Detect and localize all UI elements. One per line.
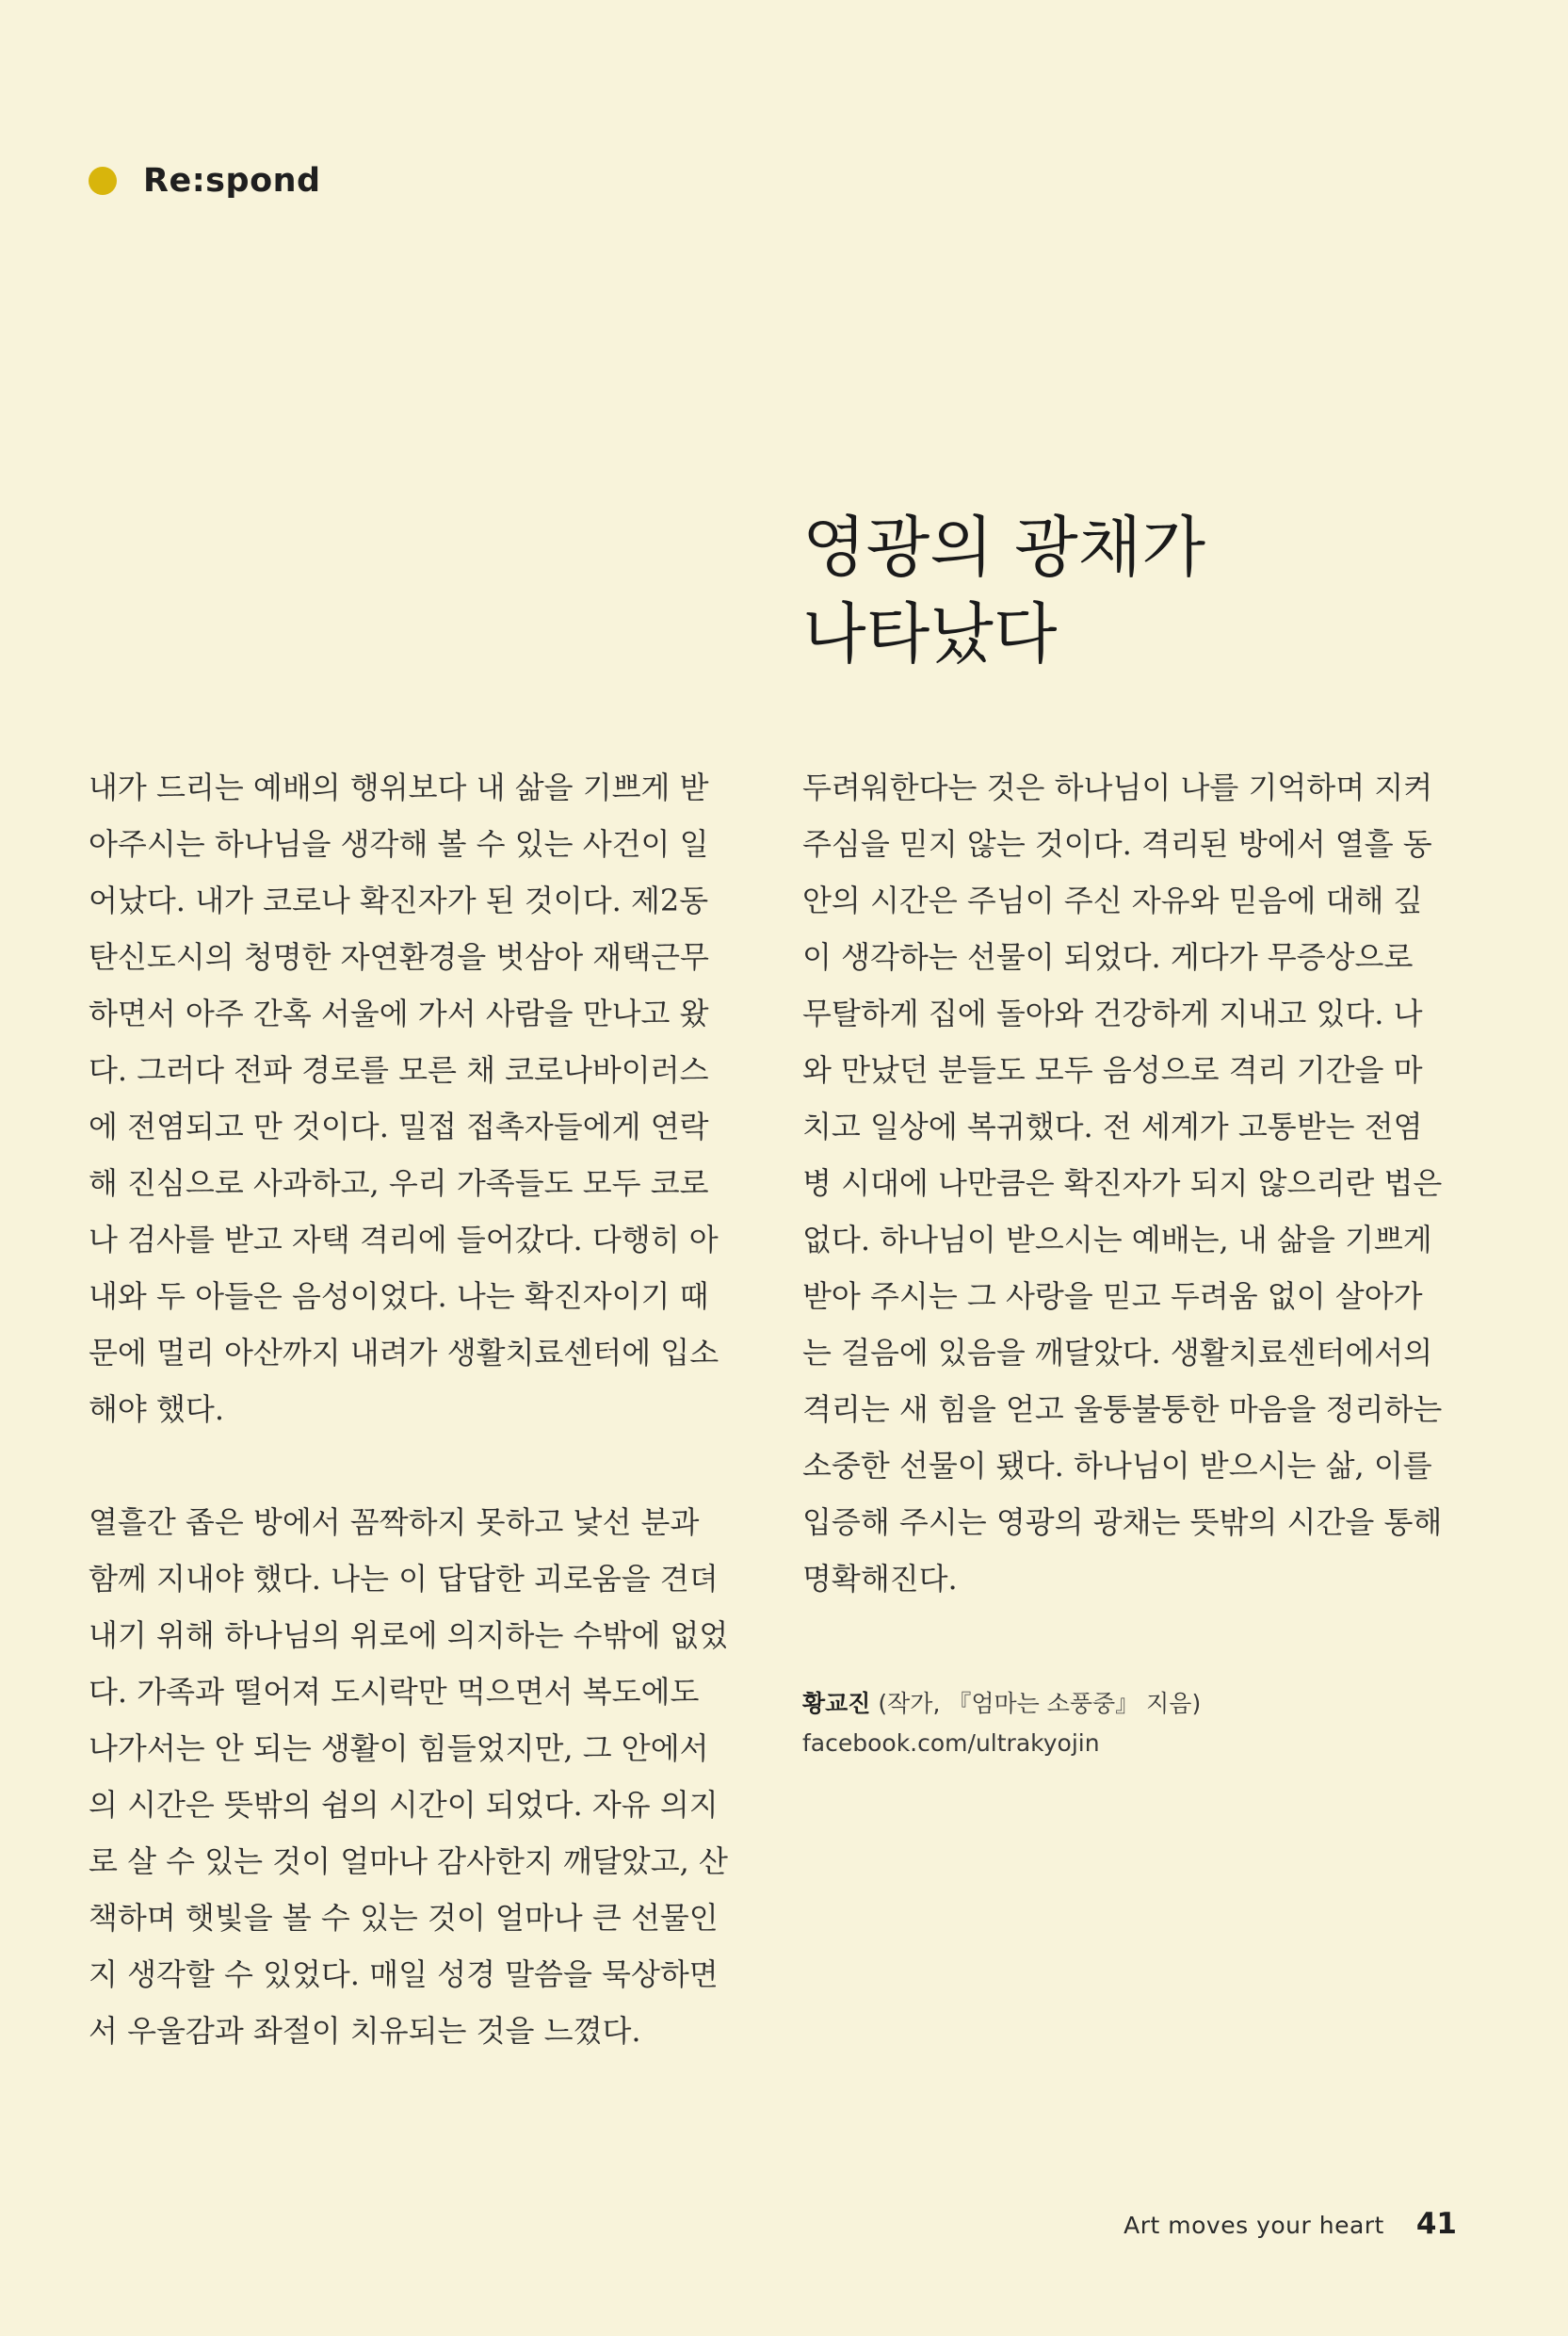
section-label: Re:spond	[143, 162, 321, 200]
page-footer	[1123, 2207, 1457, 2241]
body-line: 격리는 새 힘을 얻고 울퉁불퉁한 마음을 정리하는	[802, 1391, 1443, 1427]
body-line: 내기 위해 하나님의 위로에 의지하는 수밖에 없었	[89, 1617, 729, 1653]
body-line: 소중한 선물이 됐다. 하나님이 받으시는 삶, 이를	[802, 1448, 1432, 1484]
article-title	[802, 504, 1462, 677]
author-link[interactable]: facebook.com/ultrakyojin	[802, 1729, 1100, 1757]
body-paragraph	[89, 759, 752, 1437]
body-line: 무탈하게 집에 돌아와 건강하게 지내고 있다. 나	[802, 996, 1423, 1031]
body-column-right	[802, 759, 1465, 1607]
body-paragraph	[89, 1494, 752, 2059]
body-line: 없다. 하나님이 받으시는 예배는, 내 삶을 기쁘게	[802, 1222, 1432, 1257]
body-line: 와 만났던 분들도 모두 음성으로 격리 기간을 마	[802, 1052, 1423, 1088]
title-line: 영광의 광채가	[802, 509, 1205, 586]
body-line: 열흘간 좁은 방에서 꼼짝하지 못하고 낯선 분과	[89, 1504, 700, 1540]
body-line: 에 전염되고 만 것이다. 밀접 접촉자들에게 연락	[89, 1109, 709, 1144]
body-line: 나 검사를 받고 자택 격리에 들어갔다. 다행히 아	[89, 1222, 719, 1257]
body-line: 치고 일상에 복귀했다. 전 세계가 고통받는 전염	[802, 1109, 1423, 1144]
body-line: 병 시대에 나만큼은 확진자가 되지 않으리란 법은	[802, 1165, 1443, 1201]
body-line: 다. 그러다 전파 경로를 모른 채 코로나바이러스	[89, 1052, 709, 1088]
body-line: 는 걸음에 있음을 깨달았다. 생활치료센터에서의	[802, 1335, 1433, 1371]
body-line: 해 진심으로 사과하고, 우리 가족들도 모두 코로	[89, 1165, 709, 1201]
author-credit	[802, 1684, 1201, 1763]
body-column-left	[89, 759, 752, 2059]
body-line: 두려워한다는 것은 하나님이 나를 기억하며 지켜	[802, 770, 1433, 805]
body-line: 주심을 믿지 않는 것이다. 격리된 방에서 열흘 동	[802, 826, 1432, 862]
body-line: 안의 시간은 주님이 주신 자유와 믿음에 대해 깊	[802, 883, 1423, 918]
footer-slogan: Art moves your heart	[1123, 2212, 1384, 2239]
body-line: 해야 했다.	[89, 1391, 224, 1427]
body-line: 어났다. 내가 코로나 확진자가 된 것이다. 제2동	[89, 883, 709, 918]
body-line: 로 살 수 있는 것이 얼마나 감사한지 깨달았고, 산	[89, 1843, 728, 1879]
body-line: 입증해 주시는 영광의 광채는 뜻밖의 시간을 통해	[802, 1504, 1443, 1540]
body-line: 명확해진다.	[802, 1561, 958, 1597]
body-line: 다. 가족과 떨어져 도시락만 먹으면서 복도에도	[89, 1674, 700, 1710]
yellow-dot-icon	[89, 167, 117, 195]
body-line: 아주시는 하나님을 생각해 볼 수 있는 사건이 일	[89, 826, 709, 862]
body-paragraph	[802, 759, 1465, 1607]
body-line: 지 생각할 수 있었다. 매일 성경 말씀을 묵상하면	[89, 1956, 719, 1992]
page-number: 41	[1415, 2207, 1457, 2241]
author-line	[802, 1684, 1201, 1724]
body-line: 탄신도시의 청명한 자연환경을 벗삼아 재택근무	[89, 939, 709, 975]
body-line: 의 시간은 뜻밖의 쉼의 시간이 되었다. 자유 의지	[89, 1787, 719, 1823]
body-line: 내가 드리는 예배의 행위보다 내 삶을 기쁘게 받	[89, 770, 709, 805]
author-name: 황교진	[802, 1690, 871, 1717]
title-line: 나타났다	[802, 595, 1058, 673]
body-line: 하면서 아주 간혹 서울에 가서 사람을 만나고 왔	[89, 996, 709, 1031]
body-line: 나가서는 안 되는 생활이 힘들었지만, 그 안에서	[89, 1730, 709, 1766]
body-line: 책하며 햇빛을 볼 수 있는 것이 얼마나 큰 선물인	[89, 1900, 719, 1936]
body-line: 내와 두 아들은 음성이었다. 나는 확진자이기 때	[89, 1278, 709, 1314]
body-line: 서 우울감과 좌절이 치유되는 것을 느꼈다.	[89, 2013, 641, 2049]
body-line: 이 생각하는 선물이 되었다. 게다가 무증상으로	[802, 939, 1414, 975]
body-line: 함께 지내야 했다. 나는 이 답답한 괴로움을 견뎌	[89, 1561, 719, 1597]
section-tag	[89, 162, 321, 200]
body-line: 문에 멀리 아산까지 내려가 생활치료센터에 입소	[89, 1335, 719, 1371]
body-line: 받아 주시는 그 사랑을 믿고 두려움 없이 살아가	[802, 1278, 1423, 1314]
author-description: (작가, 『엄마는 소풍중』 지음)	[878, 1690, 1202, 1717]
